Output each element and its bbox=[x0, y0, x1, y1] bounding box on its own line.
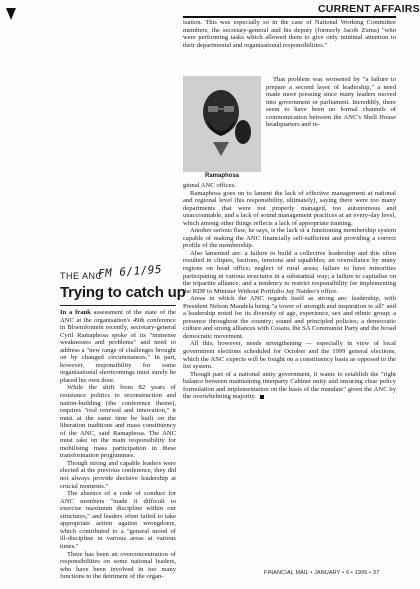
right-paragraph-last bbox=[183, 371, 396, 401]
article-kicker: THE ANC bbox=[60, 271, 103, 281]
corner-mark-icon bbox=[6, 8, 16, 20]
left-paragraph: Though strong and capable leaders were elected at the previous conference, they did not always provide decisive leadership at crucial moments." bbox=[60, 459, 176, 490]
article-headline: Trying to catch up bbox=[60, 284, 186, 301]
right-paragraph: Another serious flaw, he says, is the lack of a functioning membership system capable of making the ANC financially self-sufficient and providing a correct profile of the membership. bbox=[183, 227, 396, 250]
handwritten-note: FM 6/1/95 bbox=[97, 262, 163, 281]
right-paragraph: gional ANC offices. bbox=[183, 182, 236, 189]
wrap-column-text: That problem was worsened by "a failure to prepare a second layer of leadership," a need made more pressing since many leaders moved into government or parliament. Incredibly, there seem to have been no formal channels of communication between the ANC's Shell House headquarters and re- bbox=[266, 76, 396, 129]
right-paragraph: Areas in which the ANC regards itself as strong are: leadership, with President Nelson Mandela being "a tower of strength and inspiration to all" and a leadership noted for its diversity of age, experience, sex and ethnic group; a presence throughout the country; sound and principled policies; a democratic culture and strong alliances with Cosatu, the SA Communist Party and the broad democratic movement. bbox=[183, 295, 396, 340]
left-paragraph: While the shift from 82 years of resistance politics to reconstruction and nation-building (the conference theme), requires "real renewal and innovation," it must at the same time be built on the liberation traditions and mass constituency of the ANC, said Ramaphosa. The ANC must take on the main responsibility for mobilising mass participation in these transformation programmes. bbox=[60, 384, 176, 460]
article-wrap-column bbox=[266, 76, 396, 129]
left-paragraph: There has been an overconcentration of responsibilities on some national leaders, who have been involved in too many functions to the detriment of the organ- bbox=[60, 550, 176, 581]
end-mark-icon bbox=[260, 395, 264, 399]
lead-paragraph-text: assessment of the state of the ANC at the organisation's 49th conference in Bloemfontein recently, secretary-general Cyril Ramaphosa spoke of its "immense weaknesses and problems" and need to address a "new range of challenges brought on by changed circumstances." In part, however, responsibility for some organisational shortcomings must surely be placed his own door. bbox=[60, 309, 176, 384]
article-top-column bbox=[183, 19, 396, 49]
portrait-photo bbox=[183, 76, 261, 172]
article-left-column bbox=[60, 309, 176, 581]
header-rule bbox=[183, 16, 396, 18]
photo-caption: Ramaphosa bbox=[204, 173, 239, 179]
page-footer: FINANCIAL MAIL • JANUARY • 6 • 1995 • 37 bbox=[264, 570, 380, 576]
right-paragraph: All this, however, needs strengthening — especially in view of local government elections scheduled for October and the 1999 general elections, which the ANC expects will be fought on a constituency basis as opposed to the list system. bbox=[183, 340, 396, 371]
left-paragraph-lead bbox=[60, 309, 176, 384]
article-right-column bbox=[183, 182, 396, 401]
photo-block bbox=[183, 76, 261, 180]
left-paragraph: The absence of a code of conduct for ANC members "made it difficult to exercise maximum discipline within our structures," and leaders often failed to take appropriate action against wrongdoers, which contributed to a "general mood of ill-discipline in various areas at various times." bbox=[60, 490, 176, 550]
right-paragraph: Ramaphosa goes on to lament the lack of effective management at national and regional level (his responsibility, ultimately), saying there were too many departments that were not properly managed, too autonomous and unaccountable, and a lack of sound management practices at an every-day level, which among other things reflects a lack of appropriate training. bbox=[183, 189, 396, 227]
headline-rule bbox=[60, 305, 176, 306]
portrait-image-icon bbox=[183, 76, 261, 172]
section-header: CURRENT AFFAIRS bbox=[318, 3, 420, 15]
top-column-text: isation. This was especially so in the case of National Working Committee members, the secretary-general and his deputy (formerly Jacob Zuma) "who were performing tasks which allowed them to give only minimal attention to their departmental and organisational responsibilities." bbox=[183, 19, 396, 49]
right-paragraph: Also lamented are: a failure to build a collective leadership and this often resulted in cliques, factions, tensions and squabbles; an overreliance by many regions on head office; neglect of rural areas; failure to have minorities participating in various structures in a substantial way; a failure to capitalise on the tripartite alliance; and a tendency to restrict responsibility for implementing the RDP to Minister Without Portfolio Jay Naidoo's office. bbox=[183, 249, 396, 295]
right-paragraph-text: Though part of a national unity government, it wants to establish the "right balance between maintaining interparty Cabinet unity and ensuring clear policy formulation and implementation on the basis of the mandate" given the ANC by the overwhelming majority. bbox=[183, 370, 396, 401]
lead-phrase: In a frank bbox=[60, 309, 91, 316]
